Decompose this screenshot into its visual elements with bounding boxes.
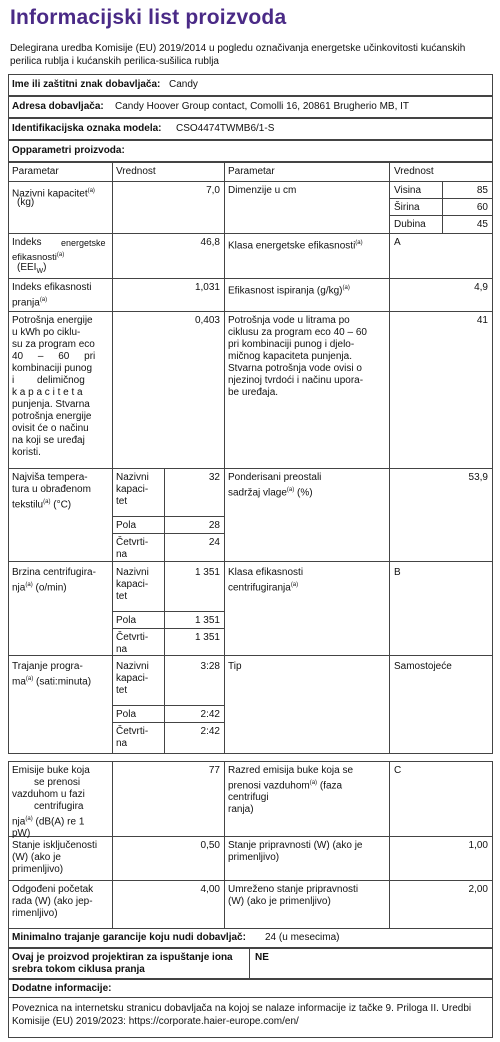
type-value: Samostojeće — [394, 661, 452, 672]
width-value: 60 — [476, 202, 488, 213]
spin-label-1: Brzina centrifugira- — [12, 567, 96, 578]
off-mode-label: Stanje isključenosti (W) (ako je primenljivo) — [12, 840, 98, 875]
duration-quarter-value: 2:42 — [200, 726, 220, 737]
supplier-name-label: Ime ili zaštitni znak dobavljača: — [12, 79, 161, 90]
spin-half-value: 1 351 — [194, 615, 220, 626]
depth-value: 45 — [476, 219, 488, 230]
wash-index-label-2: pranja$^{(a)}$ — [12, 297, 48, 309]
temperature-label-2: tekstilu$^{(a)}$ (°C) — [12, 499, 72, 511]
duration-quarter-label: Četvrti- na — [116, 726, 149, 749]
spin-class-value: B — [394, 567, 401, 578]
eei-value: 46,8 — [200, 237, 220, 248]
eei-label-3: $(EEI_W)$ — [17, 262, 47, 275]
header-value: Vrednost — [116, 166, 156, 177]
height-label: Visina — [394, 185, 422, 196]
spin-quarter-label: Četvrti- na — [116, 632, 149, 655]
noise-label: Emisije buke koja se prenosi vazduhom u fazi centrifugira nja$^{(a)}$ (dB(A) re 1 pW) — [12, 765, 90, 840]
duration-half-label: Pola — [116, 709, 137, 720]
page-title: Informacijski list proizvoda — [10, 6, 287, 29]
model-id-box — [8, 118, 493, 140]
energy-class-value: A — [394, 237, 401, 248]
supplier-name-value: Candy — [169, 79, 198, 90]
silver-ions-box — [8, 948, 493, 979]
spin-quarter-value: 1 351 — [194, 632, 220, 643]
noise-value: 77 — [208, 765, 220, 776]
duration-half-value: 2:42 — [200, 709, 220, 720]
wash-index-value: 1,031 — [194, 282, 220, 293]
noise-class-value: C — [394, 765, 402, 776]
warranty-value: 24 (u mesecima) — [265, 932, 340, 943]
model-id-value: CSO4474TWMB6/1-S — [176, 123, 275, 134]
supplier-address-value: Candy Hoover Group contact, Comolli 16, 20861 Brugherio MB, IT — [115, 101, 410, 112]
rinse-label: Efikasnost ispiranja $(g/kg)^{(a)}$ — [228, 285, 350, 297]
header-parameter: Parametar — [12, 166, 59, 177]
spin-class-label-1: Klasa efikasnosti — [228, 567, 304, 578]
type-label: Tip — [228, 661, 242, 672]
header-parameter-2: Parametar — [228, 166, 275, 177]
wash-index-label-1: Indeks efikasnosti — [12, 282, 92, 293]
spin-class-label-2: centrifugiranja$^{(a)}$ — [228, 582, 299, 594]
rinse-value: 4,9 — [474, 282, 488, 293]
temperature-rated-label: Nazivni kapaci- tet — [116, 472, 149, 507]
temperature-half-value: 28 — [208, 520, 220, 531]
height-value: 85 — [476, 185, 488, 196]
capacity-value: 7,0 — [206, 185, 220, 196]
standby-label: Stanje pripravnosti (W) (ako je primenljivo) — [228, 840, 363, 863]
parameters-table — [8, 162, 493, 754]
moisture-label-1: Ponderisani preostali — [228, 472, 322, 483]
moisture-value: 53,9 — [468, 472, 488, 483]
power-table — [8, 761, 493, 929]
standby-value: 1,00 — [468, 840, 488, 851]
delay-start-value: 4,00 — [200, 884, 220, 895]
delay-start-label: Odgođeni početak rada (W) (ako jep- rimenljivo) — [12, 884, 94, 919]
capacity-unit: (kg) — [17, 197, 35, 208]
eei-label-2: efikasnosti$^{(a)}$ — [12, 252, 65, 264]
temperature-quarter-label: Četvrti- na — [116, 537, 149, 560]
params-title-box — [8, 140, 493, 162]
water-consumption-label: Potrošnja vode u litrama po ciklusu za program eco 40 – 60 pri kombinaciji punog i djelo- mičnog kapaciteta punjenja. Stvarna potrošnja vode ovisi o njezinoj tvrdoći i načinu upora- be uređaja. — [228, 315, 367, 398]
temperature-rated-value: 32 — [208, 472, 220, 483]
duration-rated-value: 3:28 — [200, 661, 220, 672]
additional-info-box — [8, 979, 493, 1038]
eei-label-1: Indeks — [12, 237, 42, 248]
regulation-text: Delegirana uredba Komisije (EU) 2019/2014 u pogledu označivanja energetske učinkovitosti kućanskih perilica rublja i kućanskih perilica-sušilica rublja — [10, 43, 466, 67]
supplier-address-box — [8, 96, 493, 118]
header-value-2: Vrednost — [394, 166, 434, 177]
off-mode-value: 0,50 — [200, 840, 220, 851]
temperature-label-1: Najviša tempera- — [12, 472, 88, 483]
noise-class-label: Razred emisija buke koja se prenosi vazduhom$^{(a)}$ (faza centrifugi ranja) — [228, 765, 354, 816]
energy-consumption-label: Potrošnja energije u kWh po ciklu- su za program eco 40 – 60 pri kombinaciji punog i delimičnog k a p a c i t e t a punjenja. Stvarna potrošnja energije ovisit će o načinu na koji se uređaj koristi. — [12, 315, 96, 458]
energy-class-label: Klasa energetske efikasnosti$^{(a)}$ — [228, 240, 363, 252]
supplier-name-box — [8, 74, 493, 96]
temperature-label-1b: tura u obrađenom — [12, 484, 91, 495]
spin-half-label: Pola — [116, 615, 137, 626]
silver-ions-label: Ovaj je proizvod projektiran za ispuštanje iona srebra tokom ciklusa pranja — [12, 952, 233, 975]
energy-consumption-value: 0,403 — [194, 315, 220, 326]
supplier-address-label: Adresa dobavljača: — [12, 101, 104, 112]
capacity-label: Nazivni kapacitet$^{(a)}$ — [12, 188, 95, 200]
duration-rated-label: Nazivni kapaci- tet — [116, 661, 149, 696]
duration-label-2: $ma^{(a)}$ (sati:minuta) — [12, 676, 92, 688]
moisture-label-2: sadržaj vlage$^{(a)}$ (%) — [228, 487, 313, 499]
eei-label-1b: energetske — [61, 238, 106, 248]
temperature-quarter-value: 24 — [208, 537, 220, 548]
width-label: Širina — [394, 202, 420, 213]
spin-rated-label: Nazivni kapaci- tet — [116, 567, 149, 602]
depth-label: Dubina — [394, 219, 426, 230]
warranty-box — [8, 928, 493, 948]
network-standby-label: Umreženo stanje pripravnosti (W) (ako je primenljivo) — [228, 884, 359, 907]
additional-info-label: Dodatne informacije: — [12, 983, 112, 994]
duration-label-1: Trajanje progra- — [12, 661, 83, 672]
silver-ions-value: NE — [255, 952, 269, 963]
model-id-label: Identifikacijska oznaka modela: — [12, 123, 162, 134]
water-consumption-value: 41 — [476, 315, 488, 326]
network-standby-value: 2,00 — [468, 884, 488, 895]
spin-label-2: nja$^{(a)}$ (o/min) — [12, 582, 67, 594]
temperature-half-label: Pola — [116, 520, 137, 531]
warranty-label: Minimalno trajanje garancije koju nudi dobavljač: — [12, 932, 246, 943]
params-title: Opparametri proizvoda: — [12, 145, 125, 156]
additional-info-text: Poveznica na internetsku stranicu dobavljača na kojoj se nalaze informacije iz tačke 9. Priloga II. Uredbi Komisije (EU) 2019/2023: https://corporate.haier-europe.com/en/ — [12, 1003, 472, 1027]
dimensions-label: Dimenzije u cm — [228, 185, 297, 196]
spin-rated-value: 1 351 — [194, 567, 220, 578]
